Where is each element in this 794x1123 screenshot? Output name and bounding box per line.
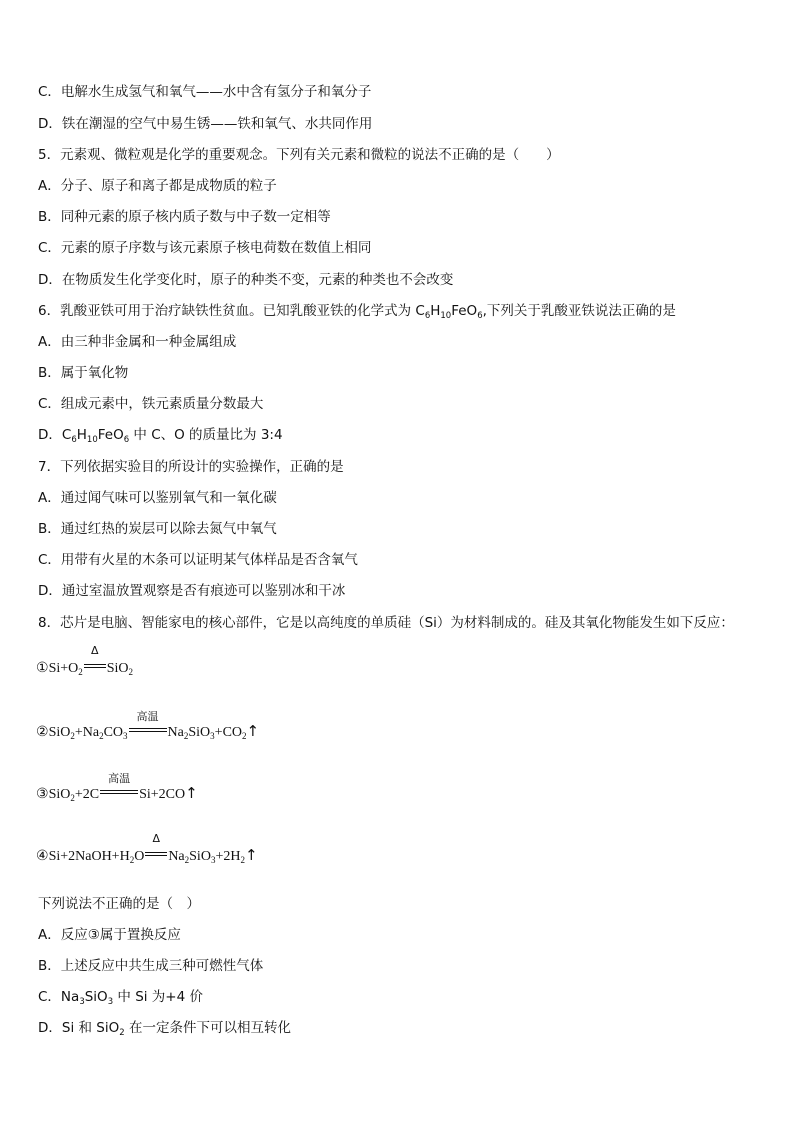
q8-ask: 下列说法不正确的是（ ）: [38, 896, 200, 912]
q7-stem: 7．下列依据实验目的所设计的实验操作，正确的是: [38, 459, 344, 475]
q7-option-d: D．通过室温放置观察是否有痕迹可以鉴别冰和干冰: [38, 583, 346, 599]
equation-1: $①Si+O_2$ Δ SiO$_2$: [36, 644, 134, 677]
q8-option-a: A．反应③属于置换反应: [38, 927, 181, 943]
q5-option-a: A．分子、原子和离子都是成物质的粒子: [38, 178, 277, 194]
q6-option-a: A．由三种非金属和一种金属组成: [38, 334, 237, 350]
q8-stem: 8．芯片是电脑、智能家电的核心部件，它是以高纯度的单质硅（Si）为材料制成的。硅及其氧化物能发生如下反应：: [38, 615, 734, 631]
equation-2: $②SiO_2+Na_2CO_3$ 高温 $Na_2SiO_3+CO_2↑$: [36, 710, 260, 741]
q5-stem: 5．元素观、微粒观是化学的重要观念。下列有关元素和微粒的说法不正确的是（ ）: [38, 147, 560, 163]
q8-option-d: D．Si 和 SiO$_2$ 在一定条件下可以相互转化: [38, 1020, 291, 1038]
q6-option-d: D．$C_6H_{10}FeO_6$ 中 C、O 的质量比为 3:4: [38, 427, 283, 445]
q5-option-b: B．同种元素的原子核内质子数与中子数一定相等: [38, 209, 331, 225]
q6-stem: 6．乳酸亚铁可用于治疗缺铁性贫血。已知乳酸亚铁的化学式为 $C_6H_{10}FeO_6$,下列关于乳酸亚铁说法正确的是: [38, 303, 676, 321]
q8-option-b: B．上述反应中共生成三种可燃性气体: [38, 958, 264, 974]
q6-option-b: B．属于氧化物: [38, 365, 129, 381]
q6-option-c: C．组成元素中，铁元素质量分数最大: [38, 396, 264, 412]
equation-4: $④Si+2NaOH+H_2O$ Δ $Na_2SiO_3+2H_2↑$: [36, 832, 258, 865]
equation-3: ③SiO$_2$+2C 高温 Si+2CO↑: [36, 772, 198, 803]
q7-option-a: A．通过闻气味可以鉴别氧气和一氧化碳: [38, 490, 277, 506]
q4-option-c: C．电解水生成氢气和氧气——水中含有氢分子和氧分子: [38, 84, 372, 100]
q8-option-c: C．$Na_3SiO_3$ 中 Si 为+4 价: [38, 989, 203, 1007]
q5-option-d: D．在物质发生化学变化时，原子的种类不变，元素的种类也不会改变: [38, 272, 454, 288]
q7-option-c: C．用带有火星的木条可以证明某气体样品是否含氧气: [38, 552, 358, 568]
q4-option-d: D．铁在潮湿的空气中易生锈——铁和氧气、水共同作用: [38, 116, 373, 132]
q7-option-b: B．通过红热的炭层可以除去氮气中氧气: [38, 521, 277, 537]
q5-option-c: C．元素的原子序数与该元素原子核电荷数在数值上相同: [38, 240, 372, 256]
